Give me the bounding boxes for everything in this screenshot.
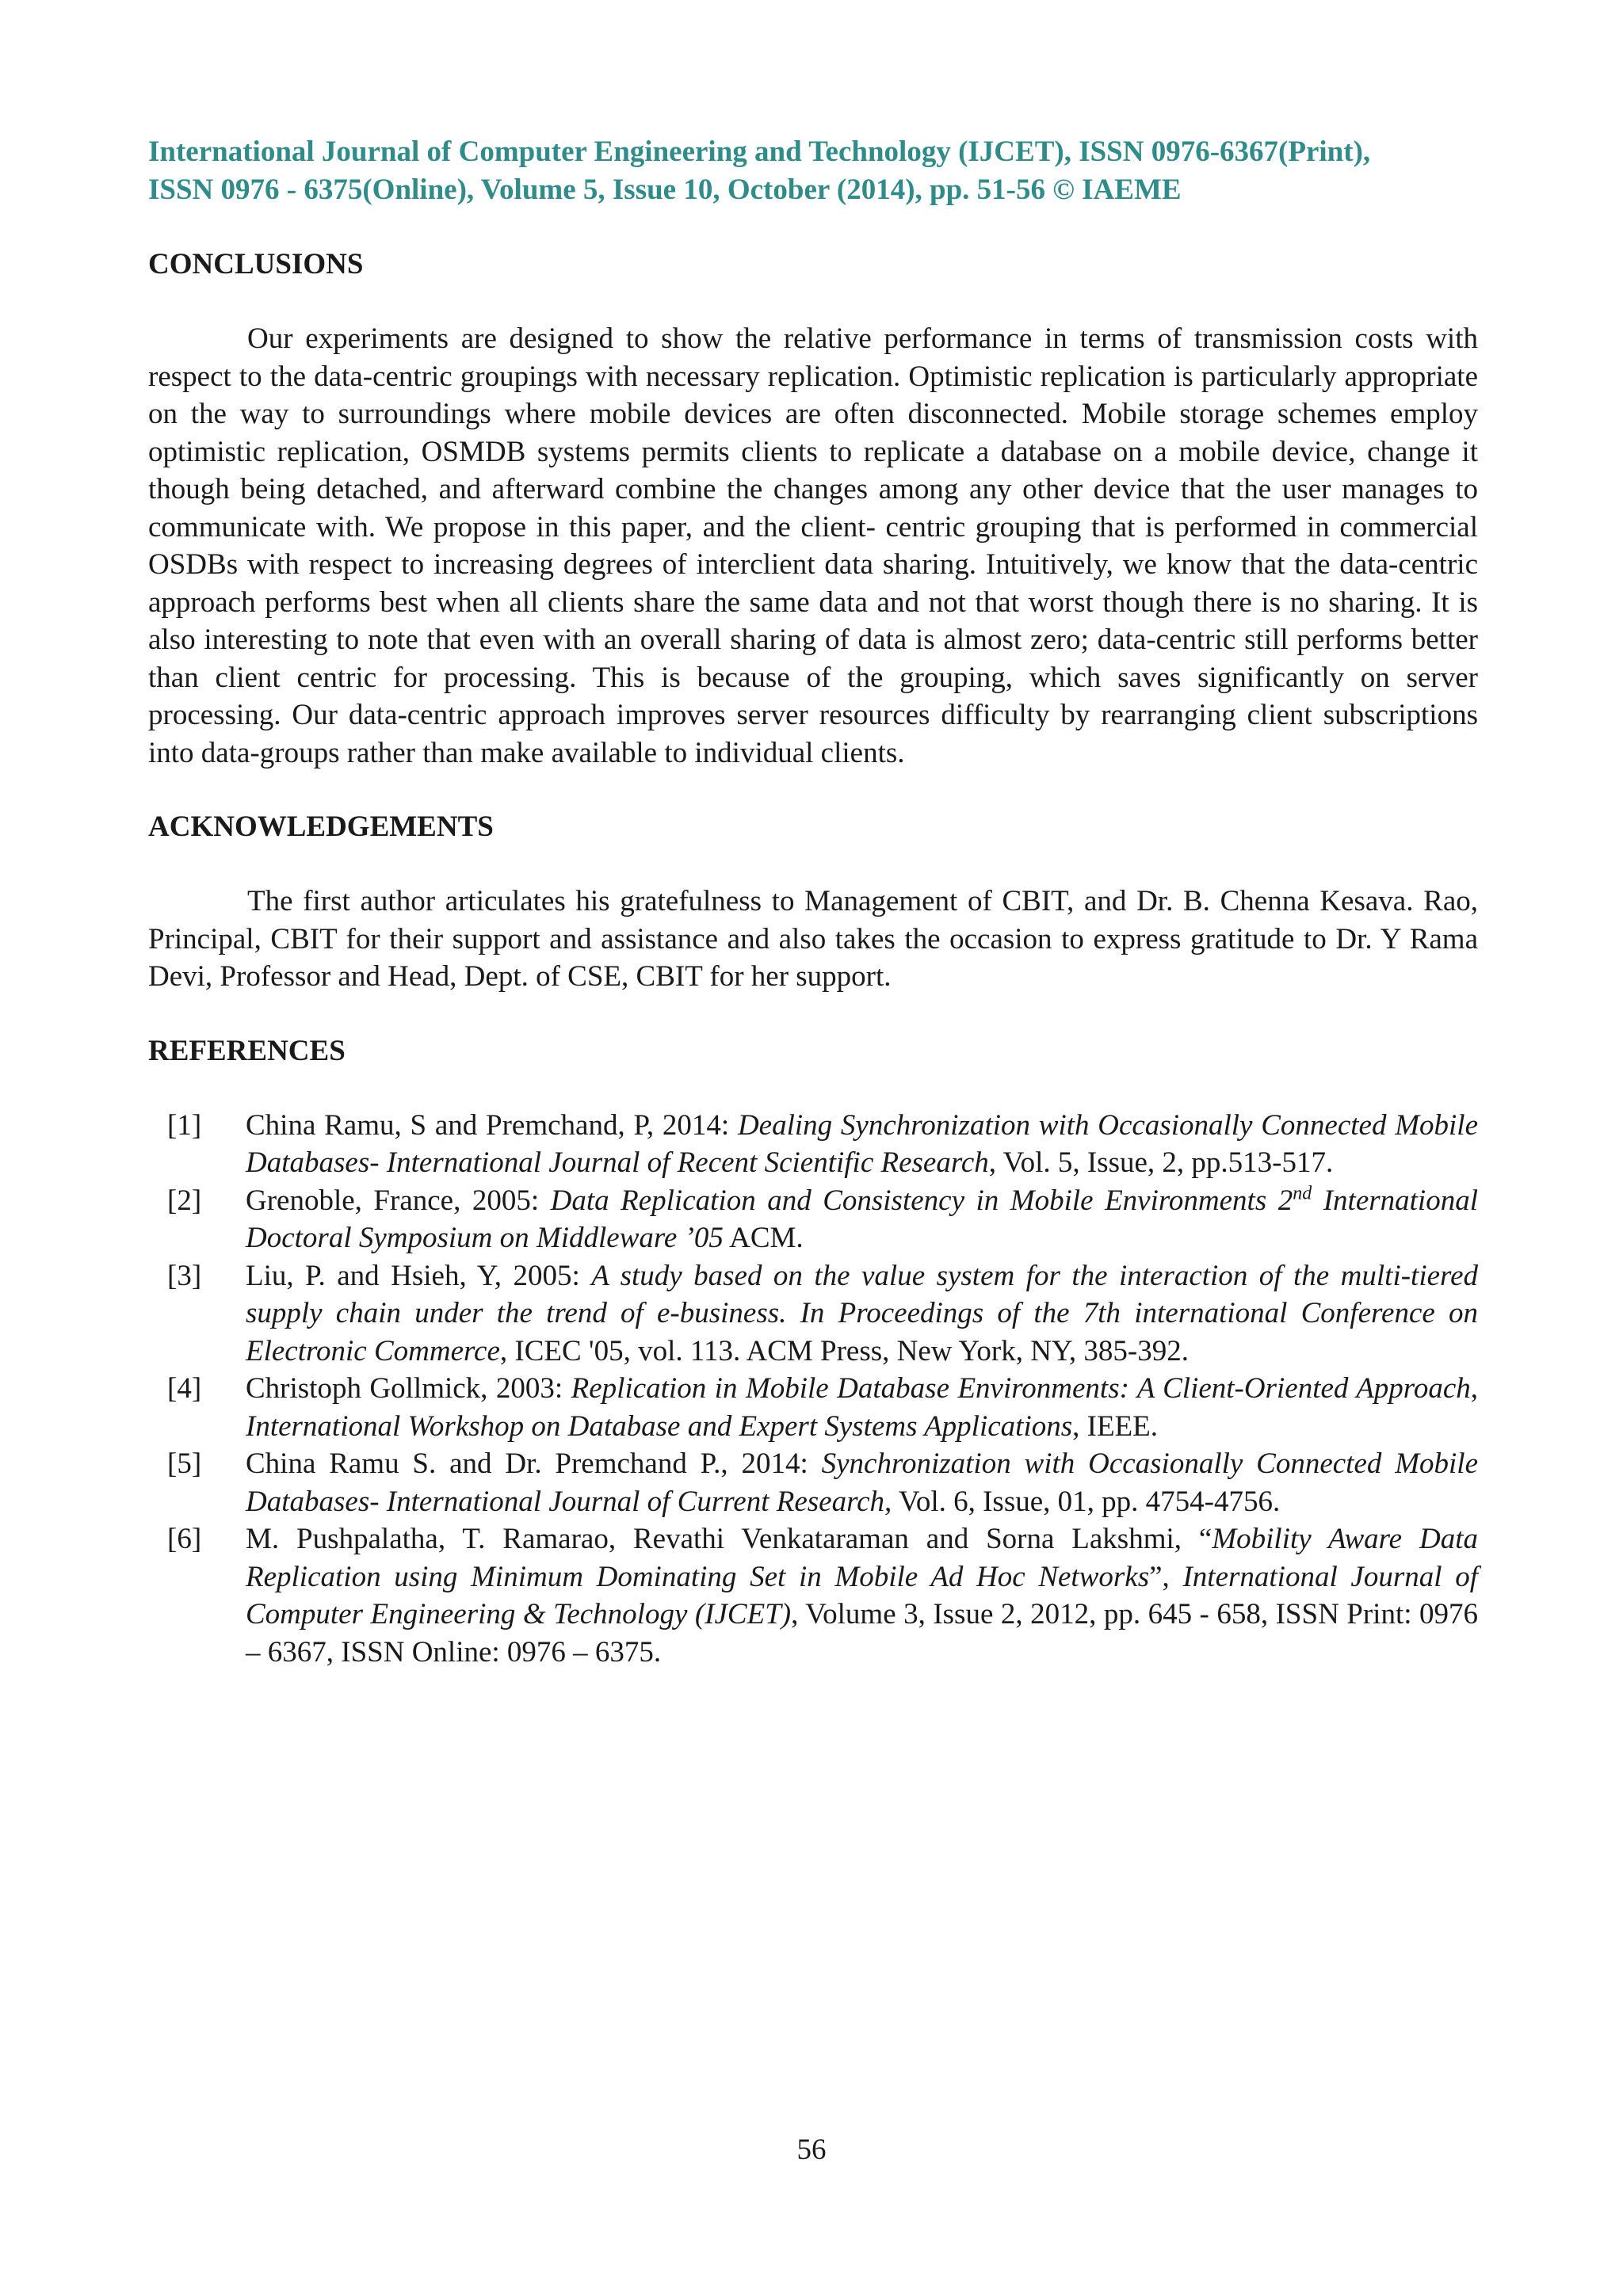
reference-item-5 [148, 1445, 1478, 1520]
reference-title: Replication in Mobile Database Environments: A Client-Oriented Approach [571, 1372, 1471, 1405]
reference-list [148, 1107, 1478, 1672]
reference-authors: China Ramu, S and Premchand, P, 2014: [246, 1108, 738, 1142]
reference-details: , Vol. 5, Issue, 2, pp.513-517. [988, 1146, 1334, 1179]
reference-item-3 [148, 1257, 1478, 1371]
reference-item-4 [148, 1370, 1478, 1445]
reference-details: , ICEC '05, vol. 113. ACM Press, New York, NY, 385-392. [499, 1334, 1189, 1367]
page-content [148, 133, 1478, 1671]
reference-separator: ”, [1149, 1560, 1183, 1593]
reference-title: Data Replication and Consistency in Mobile Environments 2 [550, 1184, 1293, 1217]
reference-authors: Grenoble, France, 2005: [246, 1184, 551, 1217]
reference-title: Synchronization with Occasionally Connected Mobile Databases- International Journal of Current Research, [246, 1447, 1479, 1518]
reference-authors: Christoph Gollmick, 2003: [246, 1372, 571, 1405]
reference-authors: M. Pushpalatha, T. Ramarao, Revathi Venkataraman and Sorna Lakshmi, “ [246, 1523, 1212, 1555]
reference-authors: China Ramu S. and Dr. Premchand P., 2014: [246, 1447, 822, 1480]
journal-header [148, 133, 1478, 209]
reference-number: [3] [167, 1259, 202, 1292]
reference-number: [6] [167, 1523, 202, 1555]
reference-details: ACM. [723, 1222, 804, 1254]
acknowledgements-paragraph: The first author articulates his gratefulness to Management of CBIT, and Dr. B. Chenna Kesava. Rao, Principal, CBIT for their support and assistance and also takes the occasion to express gratitude to Dr. Y Rama Devi, Professor and Head, Dept. of CSE, CBIT for her support. [148, 885, 1478, 993]
reference-number: [2] [167, 1184, 202, 1217]
reference-text [246, 1182, 1478, 1257]
reference-text [246, 1445, 1478, 1520]
reference-item-6 [148, 1520, 1478, 1671]
acknowledgements-heading: ACKNOWLEDGEMENTS [148, 810, 494, 843]
reference-venue: International Journal of Computer Engineering & Technology (IJCET) [246, 1560, 1478, 1630]
reference-text [246, 1257, 1478, 1371]
page-number: 56 [796, 2134, 827, 2166]
conclusions-heading: CONCLUSIONS [148, 248, 364, 280]
reference-authors: Liu, P. and Hsieh, Y, 2005: [246, 1259, 592, 1292]
journal-header-line-2: ISSN 0976 - 6375(Online), Volume 5, Issue 10, October (2014), pp. 51-56 © IAEME [148, 174, 1182, 206]
reference-title: Mobility Aware Data Replication using Minimum Dominating Set in Mobile Ad Hoc Networks [246, 1523, 1478, 1593]
references-heading: REFERENCES [148, 1034, 346, 1067]
reference-item-1 [148, 1107, 1478, 1182]
journal-header-line-1: International Journal of Computer Engineering and Technology (IJCET), ISSN 0976-6367(Print), [148, 135, 1371, 168]
reference-number: [4] [167, 1372, 202, 1405]
conclusions-paragraph: Our experiments are designed to show the relative performance in terms of transmission costs with respect to the data-centric groupings with necessary replication. Optimistic replication is particularly appropriate on the way to surroundings where mobile devices are often disconnected. Mobile storage schemes employ optimistic replication, OSMDB systems permits clients to replicate a database on a mobile device, change it though being detached, and afterward combine the changes among any other device that the user manages to communicate with. We propose in this paper, and the client- centric grouping that is performed in commercial OSDBs with respect to increasing degrees of interclient data sharing. Intuitively, we know that the data-centric approach performs best when all clients share the same data and not that worst though there is no sharing. It is also interesting to note that even with an overall sharing of data is almost zero; data-centric still performs better than client centric for processing. This is because of the grouping, which saves significantly on server processing. Our data-centric approach improves server resources difficulty by rearranging client subscriptions into data-groups rather than make available to individual clients. [148, 322, 1478, 769]
reference-number: [1] [167, 1108, 202, 1142]
reference-details: Vol. 6, Issue, 01, pp. 4754-4756. [892, 1485, 1281, 1518]
reference-title: A study based on the value system for the interaction of the multi-tiered supply chain under the trend of e-business. In Proceedings of the 7th international Conference on Electronic Commerce [246, 1259, 1478, 1367]
reference-item-2 [148, 1182, 1478, 1257]
reference-venue: International Workshop on Database and Expert Systems Applications [246, 1409, 1073, 1443]
reference-title-continued: International Doctoral Symposium on Middleware ’05 [246, 1184, 1478, 1254]
reference-details: , IEEE. [1072, 1409, 1158, 1443]
reference-text [246, 1520, 1478, 1671]
reference-separator: , [1470, 1372, 1478, 1405]
reference-number: [5] [167, 1447, 202, 1480]
reference-details: , Volume 3, Issue 2, 2012, pp. 645 - 658, ISSN Print: 0976 – 6367, ISSN Online: 0976 – 6375. [246, 1598, 1479, 1669]
reference-title: Dealing Synchronization with Occasionally Connected Mobile Databases- International Journal of Recent Scientific Research [246, 1108, 1478, 1179]
reference-text [246, 1370, 1478, 1445]
reference-superscript: nd [1293, 1183, 1312, 1204]
reference-text [246, 1107, 1478, 1182]
